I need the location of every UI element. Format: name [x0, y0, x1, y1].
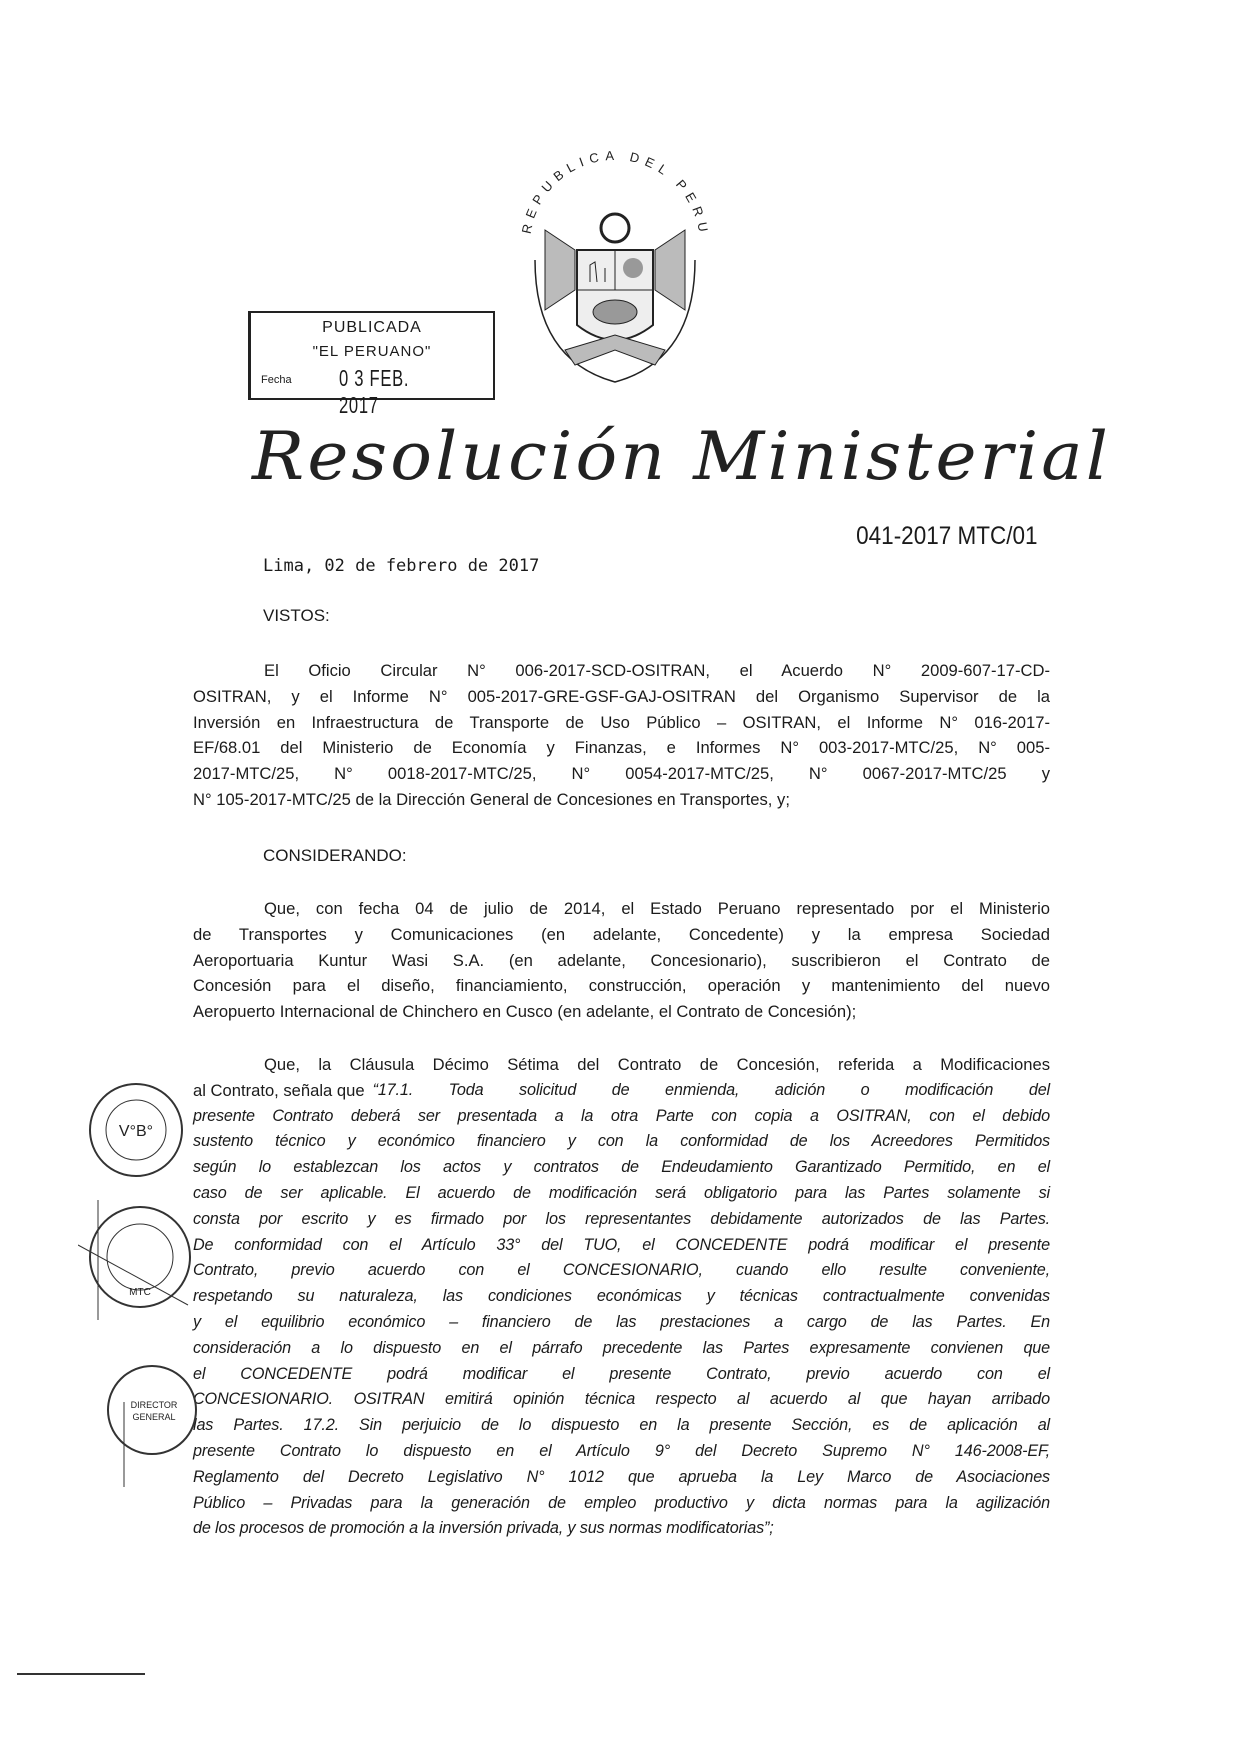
quote-line: presente Contrato deberá ser presentada a la otra Parte con copia a OSITRAN, con el debido: [193, 1106, 1050, 1125]
text-plain: al Contrato, señala que: [193, 1080, 365, 1100]
quote-line: sustento técnico y económico financiero y con la conformidad de los Acreedores Permitidos: [193, 1132, 1050, 1151]
stamp-el-peruano: "EL PERUANO": [312, 343, 432, 360]
considerando-paragraph-2: [193, 1052, 1050, 1542]
svg-text:DIRECTOR: DIRECTOR: [130, 1400, 178, 1410]
quote-line: presente Contrato lo dispuesto en el Artículo 9° del Decreto Supremo N° 146-2008-EF,: [193, 1441, 1050, 1460]
svg-text:MTC: MTC: [129, 1287, 151, 1298]
quote-line: respetando su naturaleza, las condiciones económicas y técnicas contractualmente convenidas: [193, 1287, 1050, 1306]
seal-asesoria-juridica: [78, 1195, 198, 1325]
text-line: Que, con fecha 04 de julio de 2014, el Estado Peruano representado por el Ministerio: [264, 899, 1050, 918]
footer-rule: [17, 1673, 145, 1675]
seal-viceministro-vobo: [86, 1080, 186, 1180]
place-date: Lima, 02 de febrero de 2017: [263, 556, 540, 576]
quote-lines: [193, 1104, 1050, 1543]
text-line: N° 105-2017-MTC/25 de la Dirección General de Concesiones en Transportes, y;: [193, 789, 790, 809]
quote-line: y el equilibrio económico – financiero de las prestaciones a cargo de las Partes. En: [193, 1312, 1050, 1331]
seal-director-general: [104, 1362, 204, 1492]
text-line: Aeropuerto Internacional de Chinchero en Cusco (en adelante, el Contrato de Concesión);: [193, 1002, 857, 1022]
text-line: OSITRAN, y el Informe N° 005-2017-GRE-GSF-GAJ-OSITRAN del Organismo Supervisor de la: [193, 686, 1050, 706]
quote-line: Contrato, previo acuerdo con el CONCESIONARIO, cuando ello resulte conveniente,: [193, 1261, 1050, 1280]
quote-line: de los procesos de promoción a la inversión privada, y sus normas modificatorias”;: [193, 1519, 774, 1538]
text-line: Inversión en Infraestructura de Transporte de Uso Público – OSITRAN, el Informe N° 016-2017-: [193, 712, 1050, 732]
document-title: Resolución Ministerial: [252, 418, 1112, 495]
quote-text: “17.1. Toda solicitud de enmienda, adición o modificación del: [372, 1080, 1050, 1099]
text-line: El Oficio Circular N° 006-2017-SCD-OSITRAN, el Acuerdo N° 2009-607-17-CD-: [264, 661, 1050, 680]
quote-line: Reglamento del Decreto Legislativo N° 1012 que aprueba la Ley Marco de Asociaciones: [193, 1467, 1050, 1486]
quote-line: las Partes. 17.2. Sin perjuicio de lo dispuesto en la presente Sección, es de aplicación al: [193, 1416, 1050, 1435]
publication-stamp: [248, 311, 495, 418]
stamp-publicada: PUBLICADA: [322, 319, 422, 336]
text-line: Que, la Cláusula Décimo Sétima del Contrato de Concesión, referida a Modificaciones: [264, 1055, 1050, 1074]
considerando-heading: CONSIDERANDO:: [263, 846, 407, 865]
svg-text:V°B°: V°B°: [118, 1123, 154, 1140]
quote-line: el CONCEDENTE podrá modificar el presente Contrato, previo acuerdo con el: [193, 1364, 1050, 1383]
vistos-heading: VISTOS:: [263, 606, 330, 625]
quote-line: según lo establezcan los actos y contratos de Endeudamiento Garantizado Permitido, en el: [193, 1158, 1050, 1177]
stamp-date: 0 3 FEB. 2017: [339, 365, 410, 418]
vistos-paragraph: [193, 658, 1050, 813]
quote-line: consta por escrito y es firmado por los representantes debidamente autorizados de las Partes.: [193, 1209, 1050, 1228]
peru-coat-of-arms-emblem: [505, 150, 725, 390]
quote-line: consideración a lo dispuesto en el párrafo precedente las Partes expresamente convienen que: [193, 1338, 1050, 1357]
svg-text:REPUBLICA DEL PERU: REPUBLICA DEL PERU: [518, 150, 712, 239]
text-line: de Transportes y Comunicaciones (en adelante, Concedente) y la empresa Sociedad: [193, 924, 1050, 944]
svg-text:GENERAL: GENERAL: [132, 1412, 176, 1422]
resolution-number: 041-2017 MTC/01: [856, 522, 1038, 550]
text-line: [193, 1078, 1050, 1104]
text-line: EF/68.01 del Ministerio de Economía y Finanzas, e Informes N° 003-2017-MTC/25, N° 005-: [193, 738, 1050, 758]
quote-line: caso de ser aplicable. El acuerdo de modificación será obligatorio para las Partes solamente si: [193, 1183, 1050, 1202]
quote-line: Público – Privadas para la generación de empleo productivo y dicta normas para la agilización: [193, 1493, 1050, 1512]
text-line: Aeroportuaria Kuntur Wasi S.A. (en adelante, Concesionario), suscribieron el Contrato de: [193, 950, 1050, 970]
considerando-paragraph-1: [193, 896, 1050, 1025]
stamp-date-label: Fecha: [261, 374, 292, 386]
text-line: 2017-MTC/25, N° 0018-2017-MTC/25, N° 0054-2017-MTC/25, N° 0067-2017-MTC/25 y: [193, 764, 1050, 784]
text-line: Concesión para el diseño, financiamiento, construcción, operación y mantenimiento del nuevo: [193, 976, 1050, 996]
quote-line: De conformidad con el Artículo 33° del TUO, el CONCEDENTE podrá modificar el presente: [193, 1235, 1050, 1254]
quote-line: CONCESIONARIO. OSITRAN emitirá opinión técnica respecto al acuerdo al que hayan arribado: [193, 1390, 1050, 1409]
